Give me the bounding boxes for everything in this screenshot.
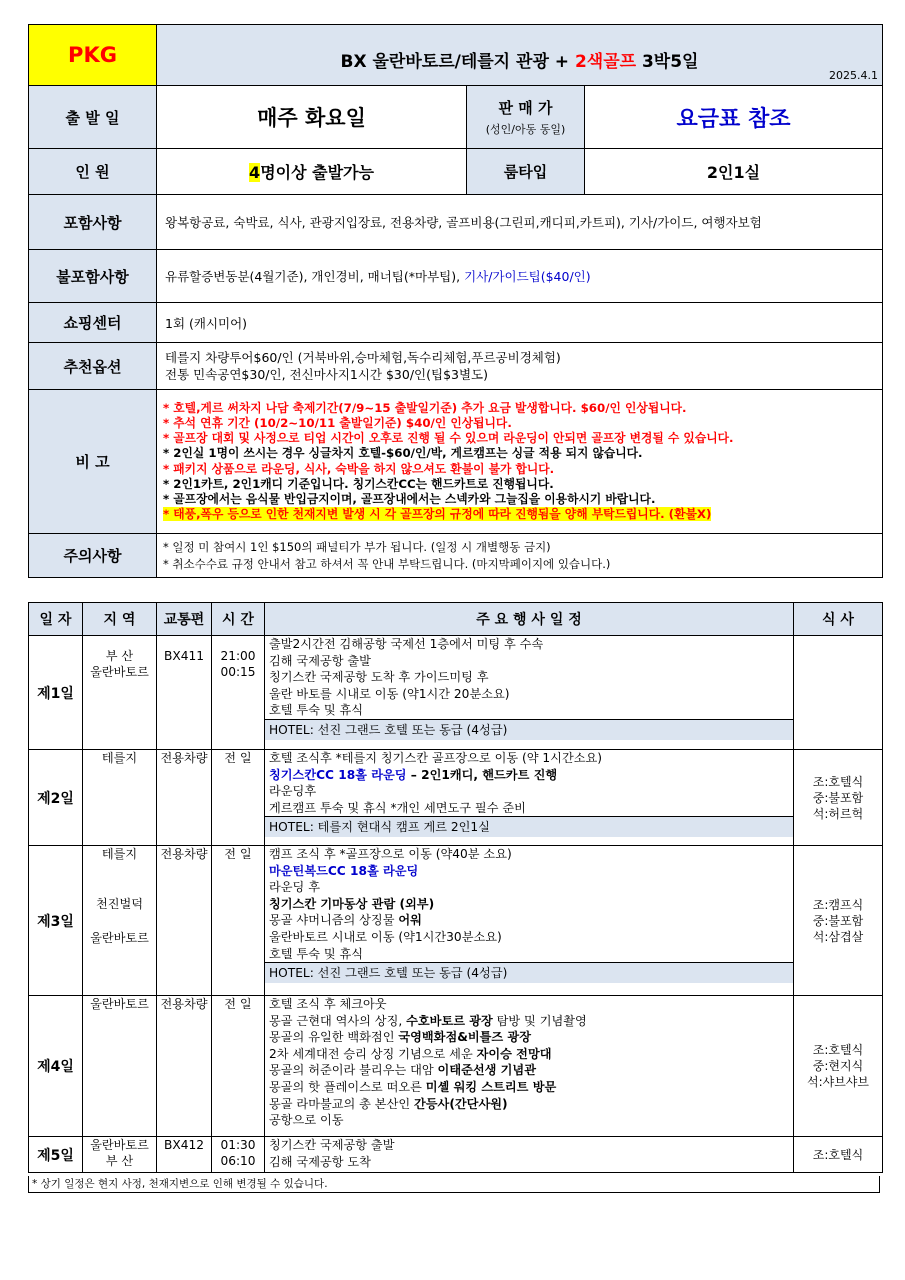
time: 전 일 xyxy=(212,996,265,1137)
price-value: 요금표 참조 xyxy=(585,86,883,149)
departure-label: 출 발 일 xyxy=(29,86,157,149)
region: 테를지 천진벌덕 울란바토르 xyxy=(83,846,157,996)
activities: 출발2시간전 김해공항 국제선 1층에서 미팅 후 수속 김해 국제공항 출발 칭기스칸 국제공항 도착 후 가이드미팅 후 울란 바토를 시내로 이동 (약1시간 20분소요) 호텔 투숙 및 휴식 HOTEL: 선진 그랜드 호텔 또는 동급 (4성급) xyxy=(265,636,794,750)
activities: 칭기스칸 국제공항 출발 김해 국제공항 도착 xyxy=(265,1137,794,1173)
region: 울란바토르 xyxy=(83,996,157,1137)
options-label: 추천옵션 xyxy=(29,343,157,390)
caution-value: * 일정 미 참여시 1인 $150의 패널티가 부가 됩니다. (일정 시 개별행동 금지) * 취소수수료 규정 안내서 참고 하셔서 꼭 안내 부탁드립니다. (마지막페이지에 있습니다.) xyxy=(157,534,883,578)
include-value: 왕복항공료, 숙박료, 식사, 관광지입장료, 전용차량, 골프비용(그린피,캐디피,카트피), 기사/가이드, 여행자보험 xyxy=(157,195,883,250)
region: 부 산 울란바토르 xyxy=(83,636,157,750)
meals: 조:호텔식 중:현지식 석:샤브샤브 xyxy=(794,996,883,1137)
footnote: * 상기 일정은 현지 사정, 천재지변으로 인해 변경될 수 있습니다. xyxy=(28,1176,880,1193)
day-row xyxy=(29,636,883,750)
header-time: 시 간 xyxy=(212,603,265,636)
remark-item: * 2인1카트, 2인1캐디 기준입니다. 칭기스칸CC는 핸드카트로 진행됩니다. xyxy=(163,476,554,491)
transport: BX412 xyxy=(157,1137,212,1173)
day-row xyxy=(29,846,883,996)
meals: 조:호텔식 중:불포함 석:허르헉 xyxy=(794,750,883,846)
remark-item: * 패키지 상품으로 라운딩, 식사, 숙박을 하지 않으셔도 환불이 불가 합니다. xyxy=(163,461,555,476)
header-day: 일 자 xyxy=(29,603,83,636)
pkg-badge: PKG xyxy=(29,25,157,86)
transport: 전용차량 xyxy=(157,750,212,846)
issue-date: 2025.4.1 xyxy=(829,69,879,82)
day-label: 제1일 xyxy=(29,636,83,750)
meals: 조:캠프식 중:불포함 석:삼겹살 xyxy=(794,846,883,996)
exclude-value: 유류할증변동분(4월기준), 개인경비, 매너팁(*마부팁), 기사/가이드팁($40/인) xyxy=(157,250,883,303)
time: 01:30 06:10 xyxy=(212,1137,265,1173)
transport: BX411 xyxy=(157,636,212,750)
day-label: 제2일 xyxy=(29,750,83,846)
remark-item: * 추석 연휴 기간 (10/2~10/11 출발일기준) $40/인 인상됩니다. xyxy=(163,415,512,430)
activities: 호텔 조식 후 체크아웃 몽골 근현대 역사의 상징, 수호바토르 광장 탐방 및 기념촬영 몽골의 유일한 백화점인 국영백화점&비틀즈 광장 2차 세계대전 승리 상징 기념으로 세운 자이승 전망대 몽골의 허준이라 불리우는 대암 이태준선생 기념관 몽골의 핫 플레이스로 떠오른 미셸 워킹 스트리트 방문 몽골 라마불교의 총 본산인 간등사(간단사원) 공항으로 이동 xyxy=(265,996,794,1137)
header-transport: 교통편 xyxy=(157,603,212,636)
hotel-info: HOTEL: 선진 그랜드 호텔 또는 동급 (4성급) xyxy=(265,719,793,740)
time: 21:00 00:15 xyxy=(212,636,265,750)
page-title: BX 울란바토르/테를지 관광 + 2색골프 3박5일 xyxy=(340,51,699,72)
package-info-table xyxy=(28,24,883,578)
header-activities: 주 요 행 사 일 정 xyxy=(265,603,794,636)
title-cell xyxy=(157,25,883,86)
hotel-info: HOTEL: 선진 그랜드 호텔 또는 동급 (4성급) xyxy=(265,962,793,983)
meals: 조:호텔식 xyxy=(794,1137,883,1173)
people-value: 4명이상 출발가능 xyxy=(157,149,467,195)
region: 울란바토르 부 산 xyxy=(83,1137,157,1173)
price-label: 판 매 가 (성인/아동 동일) xyxy=(467,86,585,149)
caution-label: 주의사항 xyxy=(29,534,157,578)
header-meals: 식 사 xyxy=(794,603,883,636)
time: 전 일 xyxy=(212,750,265,846)
room-label: 룸타입 xyxy=(467,149,585,195)
remark-item: * 태풍,폭우 등으로 인한 천재지변 발생 시 각 골프장의 규정에 따라 진행됨을 양해 부탁드립니다. (환불X) xyxy=(163,507,712,522)
header-region: 지 역 xyxy=(83,603,157,636)
time: 전 일 xyxy=(212,846,265,996)
region: 테를지 xyxy=(83,750,157,846)
day-row xyxy=(29,996,883,1137)
remarks-label: 비 고 xyxy=(29,390,157,534)
meals xyxy=(794,636,883,750)
day-label: 제4일 xyxy=(29,996,83,1137)
exclude-label: 불포함사항 xyxy=(29,250,157,303)
day-label: 제5일 xyxy=(29,1137,83,1173)
day-row xyxy=(29,750,883,846)
activities: 호텔 조식후 *테를지 칭기스칸 골프장으로 이동 (약 1시간소요) 칭기스칸CC 18홀 라운딩 – 2인1캐디, 핸드카트 진행 라운딩후 게르캠프 투숙 및 휴식 *개인 세면도구 필수 준비 HOTEL: 테를지 현대식 캠프 게르 2인1실 xyxy=(265,750,794,846)
transport: 전용차량 xyxy=(157,996,212,1137)
room-value: 2인1실 xyxy=(585,149,883,195)
hotel-info: HOTEL: 테를지 현대식 캠프 게르 2인1실 xyxy=(265,816,793,837)
remark-item: * 2인실 1명이 쓰시는 경우 싱글차지 호텔-$60/인/박, 게르캠프는 싱글 적용 되지 않습니다. xyxy=(163,446,643,461)
itinerary-table xyxy=(28,602,883,1173)
remarks-list xyxy=(157,390,883,534)
remark-item: * 골프장 대회 및 사정으로 티업 시간이 오후로 진행 될 수 있으며 라운딩이 안되면 골프장 변경될 수 있습니다. xyxy=(163,431,734,446)
shopping-value: 1회 (캐시미어) xyxy=(157,303,883,343)
include-label: 포함사항 xyxy=(29,195,157,250)
shopping-label: 쇼핑센터 xyxy=(29,303,157,343)
remark-item: * 골프장에서는 음식물 반입금지이며, 골프장내에서는 스넥카와 그늘집을 이용하시기 바랍니다. xyxy=(163,491,656,506)
activities: 캠프 조식 후 *골프장으로 이동 (약40분 소요) 마운틴복드CC 18홀 라운딩 라운딩 후 칭기스칸 기마동상 관람 (외부) 몽골 샤머니즘의 상징물 어워 울란바토르 시내로 이동 (약1시간30분소요) 호텔 투숙 및 휴식 HOTEL: 선진 그랜드 호텔 또는 동급 (4성급) xyxy=(265,846,794,996)
options-value: 테를지 차량투어$60/인 (거북바위,승마체험,독수리체험,푸르공비경체험) 전통 민속공연$30/인, 전신마사지1시간 $30/인(팁$3별도) xyxy=(157,343,883,390)
remark-item: * 호텔,게르 써차지 나담 축제기간(7/9~15 출발일기준) 추가 요금 발생합니다. $60/인 인상됩니다. xyxy=(163,400,687,415)
day-row xyxy=(29,1137,883,1173)
transport: 전용차량 xyxy=(157,846,212,996)
day-label: 제3일 xyxy=(29,846,83,996)
people-label: 인 원 xyxy=(29,149,157,195)
departure-value: 매주 화요일 xyxy=(157,86,467,149)
